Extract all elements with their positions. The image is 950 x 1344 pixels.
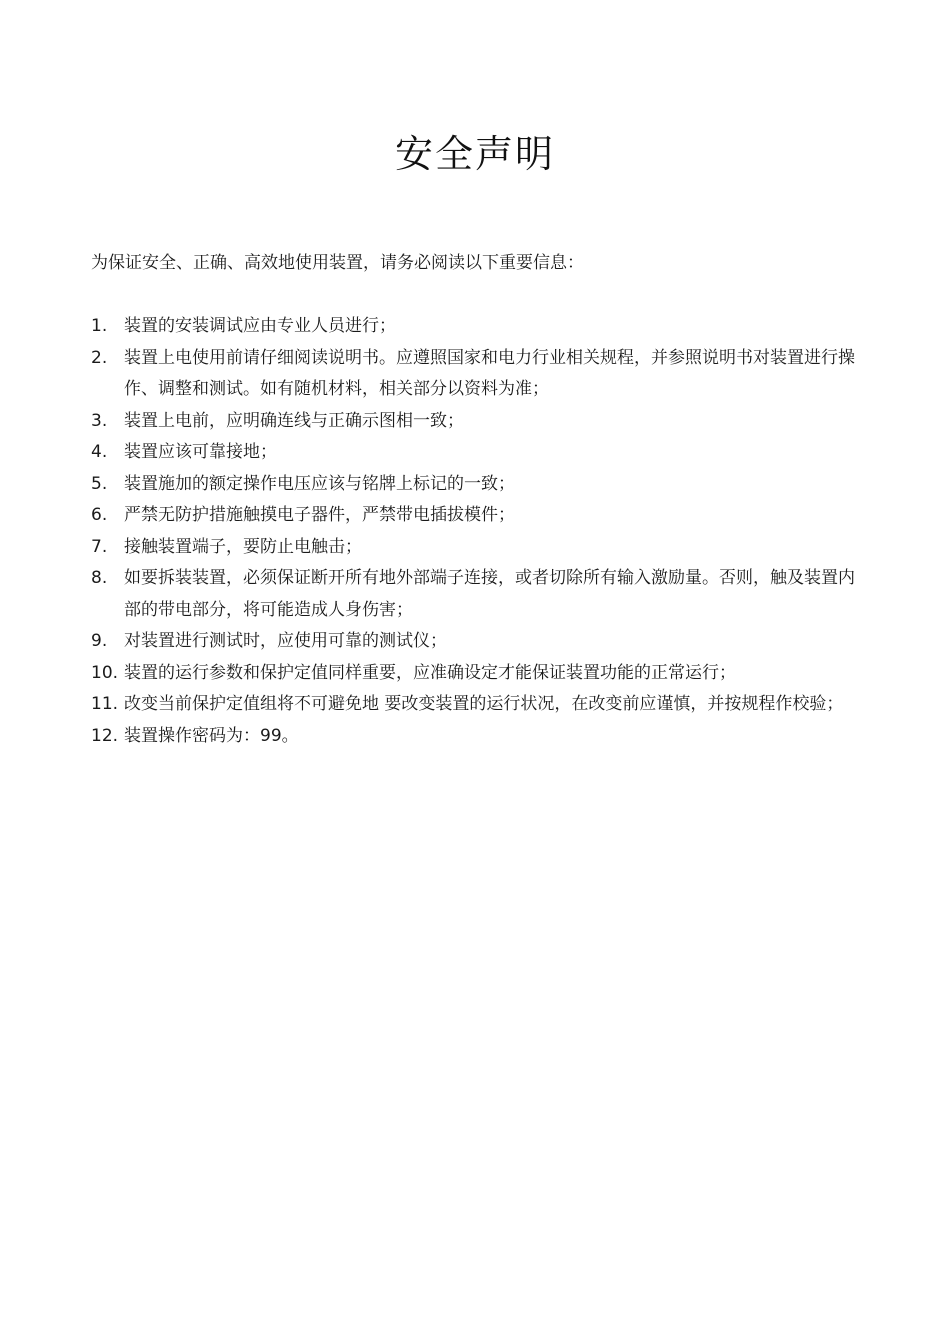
item-number: 4. (91, 442, 108, 462)
item-number: 8. (91, 568, 108, 588)
safety-notice-list (91, 311, 871, 752)
item-number: 7. (91, 536, 108, 557)
item-number: 9. (91, 631, 108, 651)
list-item (91, 437, 871, 469)
list-item (91, 500, 871, 532)
item-text: 装置操作密码为：99。 (124, 725, 299, 746)
item-text: 严禁无防护措施触摸电子器件，严禁带电插拔模件； (124, 505, 515, 525)
item-number: 2. (91, 347, 108, 368)
list-item (91, 626, 871, 658)
item-number: 10. (91, 662, 119, 683)
list-item (91, 532, 871, 564)
item-text: 对装置进行测试时，应使用可靠的测试仪； (124, 631, 447, 651)
item-text: 装置的安装调试应由专业人员进行； (124, 316, 396, 336)
item-number: 6. (91, 505, 108, 525)
item-text: 改变当前保护定值组将不可避免地 要改变装置的运行状况，在改变前应谨慎，并按规程作校验； (124, 694, 844, 714)
list-item (91, 658, 871, 690)
item-text: 装置应该可靠接地； (124, 442, 277, 462)
item-number: 11. (91, 694, 119, 714)
item-number: 1. (91, 316, 108, 336)
list-item (91, 469, 871, 501)
item-text: 装置的运行参数和保护定值同样重要，应准确设定才能保证装置功能的正常运行； (124, 662, 736, 683)
list-item (91, 311, 871, 343)
item-number: 5. (91, 473, 108, 494)
item-number: 3. (91, 410, 108, 431)
intro-paragraph: 为保证安全、正确、高效地使用装置，请务必阅读以下重要信息： (91, 253, 584, 273)
item-text: 如要拆装装置，必须保证断开所有地外部端子连接，或者切除所有输入激励量。否则，触及装置内部的带电部分，将可能造成人身伤害； (124, 568, 855, 620)
item-number: 12. (91, 725, 119, 746)
item-text: 装置上电使用前请仔细阅读说明书。应遵照国家和电力行业相关规程，并参照说明书对装置进行操作、调整和测试。如有随机材料，相关部分以资料为准； (124, 347, 855, 399)
item-text: 接触装置端子，要防止电触击； (124, 536, 362, 557)
list-item (91, 689, 871, 721)
page-title: 安全声明 (394, 132, 555, 176)
item-text: 装置施加的额定操作电压应该与铭牌上标记的一致； (124, 473, 515, 494)
list-item (91, 721, 871, 753)
list-item (91, 563, 871, 626)
item-text: 装置上电前，应明确连线与正确示图相一致； (124, 410, 464, 431)
list-item (91, 343, 871, 406)
list-item (91, 406, 871, 438)
